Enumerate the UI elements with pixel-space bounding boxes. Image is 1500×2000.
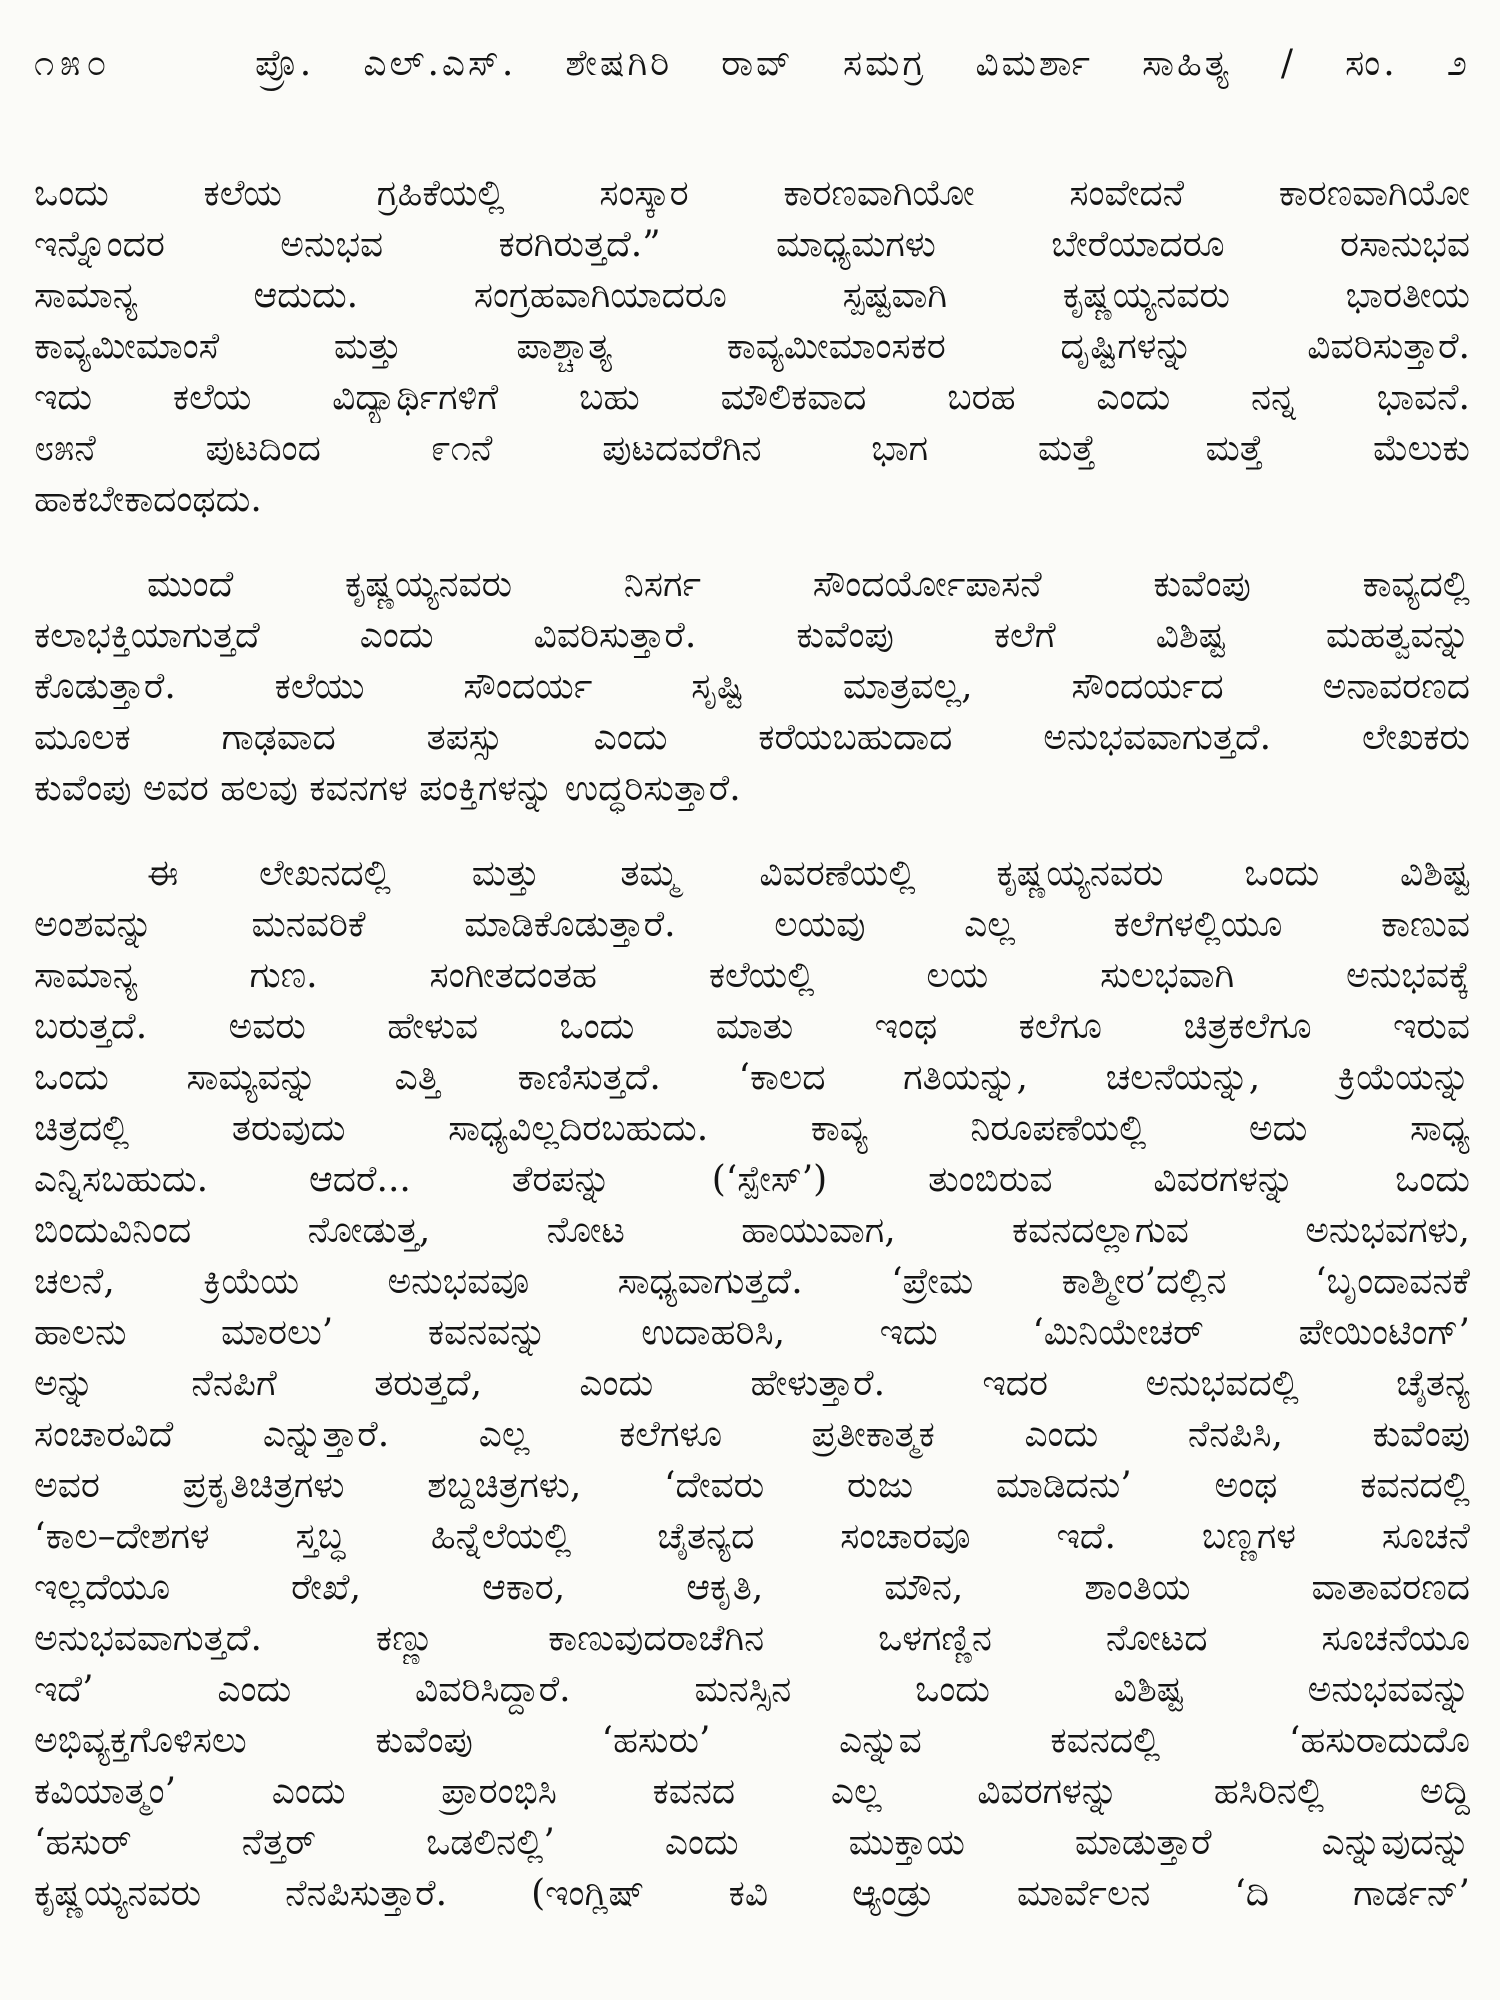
- text-line: ಕುವೆಂಪು ಅವರ ಹಲವು ಕವನಗಳ ಪಂಕ್ತಿಗಳನ್ನು ಉದ್ಧರಿಸುತ್ತಾರೆ.: [34, 768, 741, 809]
- text-line: ಬರುತ್ತದೆ. ಅವರು ಹೇಳುವ ಒಂದು ಮಾತು ಇಂಥ ಕಲೆಗೂ ಚಿತ್ರಕಲೆಗೂ ಇರುವ: [34, 1006, 1470, 1047]
- text-line: ಅನುಭವವಾಗುತ್ತದೆ. ಕಣ್ಣು ಕಾಣುವುದರಾಚೆಗಿನ ಒಳಗಣ್ಣಿನ ನೋಟದ ಸೂಚನೆಯೂ: [34, 1618, 1470, 1659]
- running-header: [34, 36, 1474, 92]
- text-line: ಇದೆ’ ಎಂದು ವಿವರಿಸಿದ್ದಾರೆ. ಮನಸ್ಸಿನ ಒಂದು ವಿಶಿಷ್ಟ ಅನುಭವವನ್ನು: [34, 1669, 1470, 1710]
- text-line: ಕೊಡುತ್ತಾರೆ. ಕಲೆಯು ಸೌಂದರ್ಯ ಸೃಷ್ಟಿ ಮಾತ್ರವಲ್ಲ, ಸೌಂದರ್ಯದ ಅನಾವರಣದ: [34, 666, 1470, 707]
- text-line: ೮೫ನೆ ಪುಟದಿಂದ ೯೧ನೆ ಪುಟದವರೆಗಿನ ಭಾಗ ಮತ್ತೆ ಮತ್ತೆ ಮೆಲುಕು: [34, 428, 1470, 469]
- text-line: ಇನ್ನೊಂದರ ಅನುಭವ ಕರಗಿರುತ್ತದೆ.” ಮಾಧ್ಯಮಗಳು ಬೇರೆಯಾದರೂ ರಸಾನುಭವ: [34, 224, 1470, 265]
- text-line: ಇದು ಕಲೆಯ ವಿದ್ಯಾರ್ಥಿಗಳಿಗೆ ಬಹು ಮೌಲಿಕವಾದ ಬರಹ ಎಂದು ನನ್ನ ಭಾವನೆ.: [34, 377, 1470, 418]
- text-line: ಹಾಕಬೇಕಾದಂಥದು.: [34, 479, 262, 520]
- text-line: ಕವಿಯಾತ್ಮಂ’ ಎಂದು ಪ್ರಾರಂಭಿಸಿ ಕವನದ ಎಲ್ಲ ವಿವರಗಳನ್ನು ಹಸಿರಿನಲ್ಲಿ ಅದ್ದಿ: [34, 1771, 1470, 1812]
- body-text: [34, 168, 1470, 1919]
- paragraph-2: [34, 559, 1470, 814]
- text-line: ಸಾಮಾನ್ಯ ಆದುದು. ಸಂಗ್ರಹವಾಗಿಯಾದರೂ ಸ್ಪಷ್ಟವಾಗಿ ಕೃಷ್ಣಯ್ಯನವರು ಭಾರತೀಯ: [34, 275, 1470, 316]
- text-line: ಸಂಚಾರವಿದೆ ಎನ್ನುತ್ತಾರೆ. ಎಲ್ಲ ಕಲೆಗಳೂ ಪ್ರತೀಕಾತ್ಮಕ ಎಂದು ನೆನಪಿಸಿ, ಕುವೆಂಪು: [34, 1414, 1470, 1455]
- text-line: ಸಾಮಾನ್ಯ ಗುಣ. ಸಂಗೀತದಂತಹ ಕಲೆಯಲ್ಲಿ ಲಯ ಸುಲಭವಾಗಿ ಅನುಭವಕ್ಕೆ: [34, 955, 1470, 996]
- page-number: ೧೫೦: [34, 43, 113, 84]
- text-line: ಅಭಿವ್ಯಕ್ತಗೊಳಿಸಲು ಕುವೆಂಪು ‘ಹಸುರು’ ಎನ್ನುವ ಕವನದಲ್ಲಿ ‘ಹಸುರಾದುದೊ: [34, 1720, 1470, 1761]
- text-line: ಅವರ ಪ್ರಕೃತಿಚಿತ್ರಗಳು ಶಬ್ದಚಿತ್ರಗಳು, ‘ದೇವರು ರುಜು ಮಾಡಿದನು’ ಅಂಥ ಕವನದಲ್ಲಿ: [34, 1465, 1470, 1506]
- text-line: ಮೂಲಕ ಗಾಢವಾದ ತಪಸ್ಸು ಎಂದು ಕರೆಯಬಹುದಾದ ಅನುಭವವಾಗುತ್ತದೆ. ಲೇಖಕರು: [34, 717, 1470, 758]
- text-line: ಹಾಲನು ಮಾರಲು’ ಕವನವನ್ನು ಉದಾಹರಿಸಿ, ಇದು ‘ಮಿನಿಯೇಚರ್ ಪೇಯಿಂಟಿಂಗ್’: [34, 1312, 1470, 1353]
- text-line: ಇಲ್ಲದೆಯೂ ರೇಖೆ, ಆಕಾರ, ಆಕೃತಿ, ಮೌನ, ಶಾಂತಿಯ ವಾತಾವರಣದ: [34, 1567, 1470, 1608]
- text-line: ಒಂದು ಸಾಮ್ಯವನ್ನು ಎತ್ತಿ ಕಾಣಿಸುತ್ತದೆ. ‘ಕಾಲದ ಗತಿಯನ್ನು, ಚಲನೆಯನ್ನು, ಕ್ರಿಯೆಯನ್ನು: [34, 1057, 1470, 1098]
- text-line: ಚಲನೆ, ಕ್ರಿಯೆಯ ಅನುಭವವೂ ಸಾಧ್ಯವಾಗುತ್ತದೆ. ‘ಪ್ರೇಮ ಕಾಶ್ಮೀರ’ದಲ್ಲಿನ ‘ಬೃಂದಾವನಕೆ: [34, 1261, 1470, 1302]
- text-line: ಅನ್ನು ನೆನಪಿಗೆ ತರುತ್ತದೆ, ಎಂದು ಹೇಳುತ್ತಾರೆ. ಇದರ ಅನುಭವದಲ್ಲಿ ಚೈತನ್ಯ: [34, 1363, 1470, 1404]
- text-line: ಕೃಷ್ಣಯ್ಯನವರು ನೆನಪಿಸುತ್ತಾರೆ. (ಇಂಗ್ಲಿಷ್ ಕವಿ ಆ್ಯಂಡ್ರು ಮಾರ್ವೆಲನ ‘ದಿ ಗಾರ್ಡನ್’: [34, 1873, 1470, 1914]
- text-line: ಚಿತ್ರದಲ್ಲಿ ತರುವುದು ಸಾಧ್ಯವಿಲ್ಲದಿರಬಹುದು. ಕಾವ್ಯ ನಿರೂಪಣೆಯಲ್ಲಿ ಅದು ಸಾಧ್ಯ: [34, 1108, 1470, 1149]
- text-line: ಈ ಲೇಖನದಲ್ಲಿ ಮತ್ತು ತಮ್ಮ ವಿವರಣೆಯಲ್ಲಿ ಕೃಷ್ಣಯ್ಯನವರು ಒಂದು ವಿಶಿಷ್ಟ: [147, 853, 1470, 894]
- text-line: ಮುಂದೆ ಕೃಷ್ಣಯ್ಯನವರು ನಿಸರ್ಗ ಸೌಂದರ್ಯೋಪಾಸನೆ ಕುವೆಂಪು ಕಾವ್ಯದಲ್ಲಿ: [147, 564, 1470, 605]
- running-title: ಪ್ರೊ. ಎಲ್.ಎಸ್. ಶೇಷಗಿರಿ ರಾವ್ ಸಮಗ್ರ ವಿಮರ್ಶಾ ಸಾಹಿತ್ಯ / ಸಂ. ೨: [255, 43, 1470, 84]
- text-line: ಎನ್ನಿಸಬಹುದು. ಆದರೆ... ತೆರಪನ್ನು (‘ಸ್ಪೇಸ್’) ತುಂಬಿರುವ ವಿವರಗಳನ್ನು ಒಂದು: [34, 1159, 1470, 1200]
- text-line: ಕಲಾಭಕ್ತಿಯಾಗುತ್ತದೆ ಎಂದು ವಿವರಿಸುತ್ತಾರೆ. ಕುವೆಂಪು ಕಲೆಗೆ ವಿಶಿಷ್ಟ ಮಹತ್ವವನ್ನು: [34, 615, 1470, 656]
- text-line: ‘ಹಸುರ್ ನೆತ್ತರ್ ಒಡಲಿನಲ್ಲಿ’ ಎಂದು ಮುಕ್ತಾಯ ಮಾಡುತ್ತಾರೆ ಎನ್ನುವುದನ್ನು: [34, 1822, 1470, 1863]
- text-line: ಅಂಶವನ್ನು ಮನವರಿಕೆ ಮಾಡಿಕೊಡುತ್ತಾರೆ. ಲಯವು ಎಲ್ಲ ಕಲೆಗಳಲ್ಲಿಯೂ ಕಾಣುವ: [34, 904, 1470, 945]
- text-line: ಬಿಂದುವಿನಿಂದ ನೋಡುತ್ತ, ನೋಟ ಹಾಯುವಾಗ, ಕವನದಲ್ಲಾಗುವ ಅನುಭವಗಳು,: [34, 1210, 1470, 1251]
- paragraph-1: [34, 168, 1470, 525]
- paragraph-3: [34, 848, 1470, 1919]
- text-line: ಒಂದು ಕಲೆಯ ಗ್ರಹಿಕೆಯಲ್ಲಿ ಸಂಸ್ಕಾರ ಕಾರಣವಾಗಿಯೋ ಸಂವೇದನೆ ಕಾರಣವಾಗಿಯೋ: [34, 173, 1470, 214]
- text-line: ‘ಕಾಲ–ದೇಶಗಳ ಸ್ತಬ್ಧ ಹಿನ್ನೆಲೆಯಲ್ಲಿ ಚೈತನ್ಯದ ಸಂಚಾರವೂ ಇದೆ. ಬಣ್ಣಗಳ ಸೂಚನೆ: [34, 1516, 1470, 1557]
- text-line: ಕಾವ್ಯಮೀಮಾಂಸೆ ಮತ್ತು ಪಾಶ್ಚಾತ್ಯ ಕಾವ್ಯಮೀಮಾಂಸಕರ ದೃಷ್ಟಿಗಳನ್ನು ವಿವರಿಸುತ್ತಾರೆ.: [34, 326, 1470, 367]
